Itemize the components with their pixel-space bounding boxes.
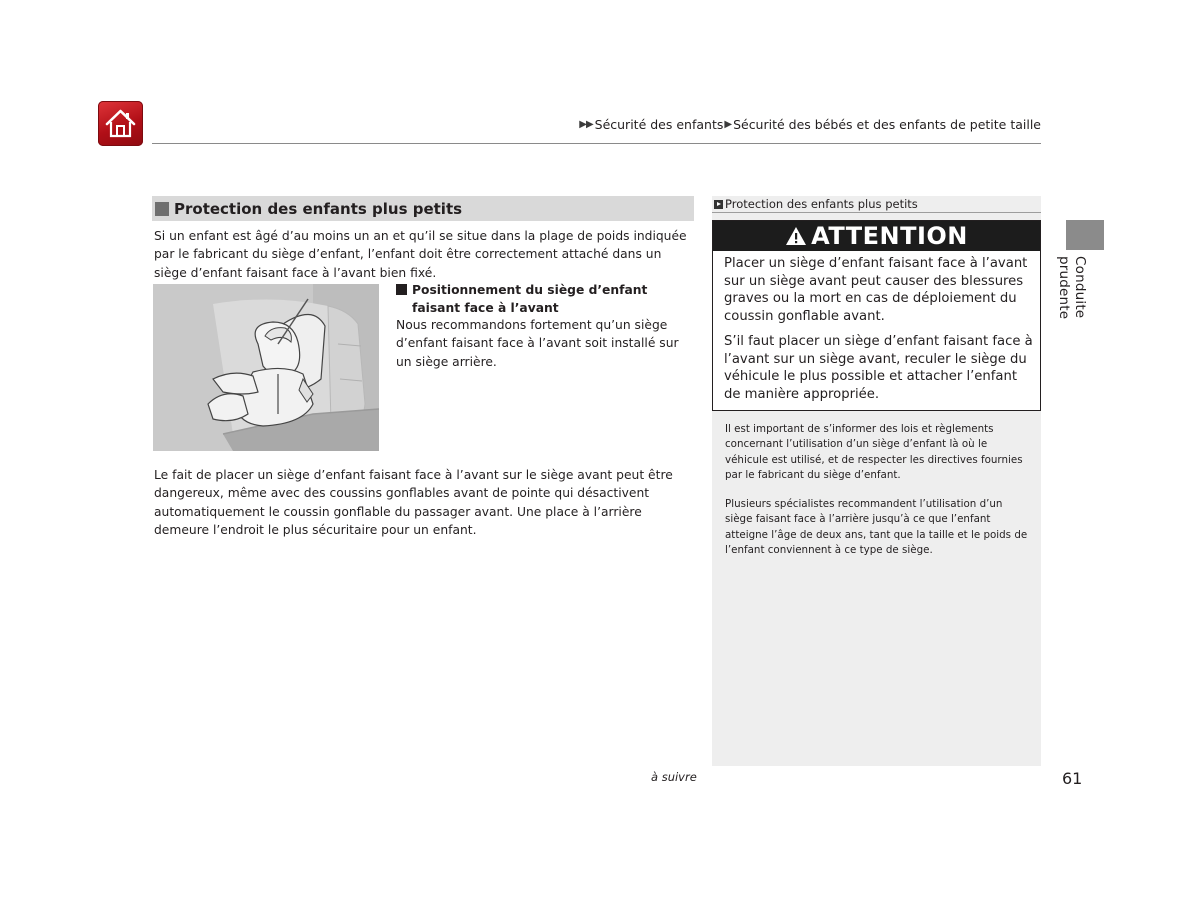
attention-paragraph-2: S’il faut placer un siège d’enfant faisant face à l’avant sur un siège avant, reculer le siège du véhicule le plus possible et attacher l’enfant de manière appropriée. xyxy=(724,334,1033,402)
side-reference-text: Protection des enfants plus petits xyxy=(725,197,918,211)
chapter-tab-label[interactable]: Conduite prudente xyxy=(1056,256,1088,320)
breadcrumb-arrow-icon: ▶ xyxy=(724,119,732,130)
child-in-forward-facing-seat-illustration xyxy=(153,284,379,451)
intro-paragraph: Si un enfant est âgé d’au moins un an et qu’il se situe dans la plage de poids indiquée par le fabricant du siège d’enfant, l’enfant doit être correctement attaché dans un siège d’enfant faisant face à l’avant bien fixé. xyxy=(154,229,687,280)
side-reference-link[interactable] xyxy=(712,196,1041,213)
header-divider xyxy=(152,143,1041,144)
home-icon xyxy=(103,106,138,141)
breadcrumb-item-small-children[interactable]: Sécurité des bébés et des enfants de petite taille xyxy=(733,117,1041,132)
breadcrumb-arrows-icon: ▶▶ xyxy=(579,119,593,130)
subsection-square-icon xyxy=(396,284,407,295)
section-square-icon xyxy=(155,202,169,216)
page-number: 61 xyxy=(1062,769,1083,788)
subsection-body: Nous recommandons fortement qu’un siège d’enfant faisant face à l’avant soit installé sur un siège arrière. xyxy=(396,318,679,369)
attention-paragraph-1: Placer un siège d’enfant faisant face à l’avant sur un siège avant peut causer des blessures graves ou la mort en cas de déploiement du coussin gonflable avant. xyxy=(724,256,1028,324)
subsection-title: Positionnement du siège d’enfant faisant face à l’avant xyxy=(412,283,648,315)
reference-arrow-icon xyxy=(714,200,723,209)
side-note-2: Plusieurs spécialistes recommandent l’utilisation d’un siège faisant face à l’arrière jusqu’à ce que l’enfant atteigne l’âge de deux ans, tant que la taille et le poids de l’enfant conviennent à ce type de siège. xyxy=(725,498,1028,556)
section-title: Protection des enfants plus petits xyxy=(174,199,463,218)
continued-label: à suivre xyxy=(651,770,697,784)
side-note-1: Il est important de s’informer des lois et règlements concernant l’utilisation d’un siège d’enfant là où le véhicule est utilisé, et de respecter les directives fournies par le fabricant du siège d’enfant. xyxy=(725,423,1023,481)
warning-triangle-icon xyxy=(785,226,807,246)
subsection-heading xyxy=(396,281,696,317)
breadcrumb xyxy=(579,117,1041,132)
section-header xyxy=(152,196,694,221)
chapter-tab-marker[interactable] xyxy=(1066,220,1104,250)
attention-title: ATTENTION xyxy=(811,222,968,250)
front-seat-warning-paragraph: Le fait de placer un siège d’enfant faisant face à l’avant sur le siège avant peut être dangereux, même avec des coussins gonflables avant de pointe qui désactivent automatiquement le coussin gonflable du passager avant. Une place à l’arrière demeure l’endroit le plus sécuritaire pour un enfant. xyxy=(154,468,673,537)
attention-box xyxy=(712,220,1041,411)
home-button[interactable] xyxy=(98,101,143,146)
attention-header xyxy=(713,221,1040,251)
breadcrumb-item-child-safety[interactable]: Sécurité des enfants xyxy=(594,117,724,132)
